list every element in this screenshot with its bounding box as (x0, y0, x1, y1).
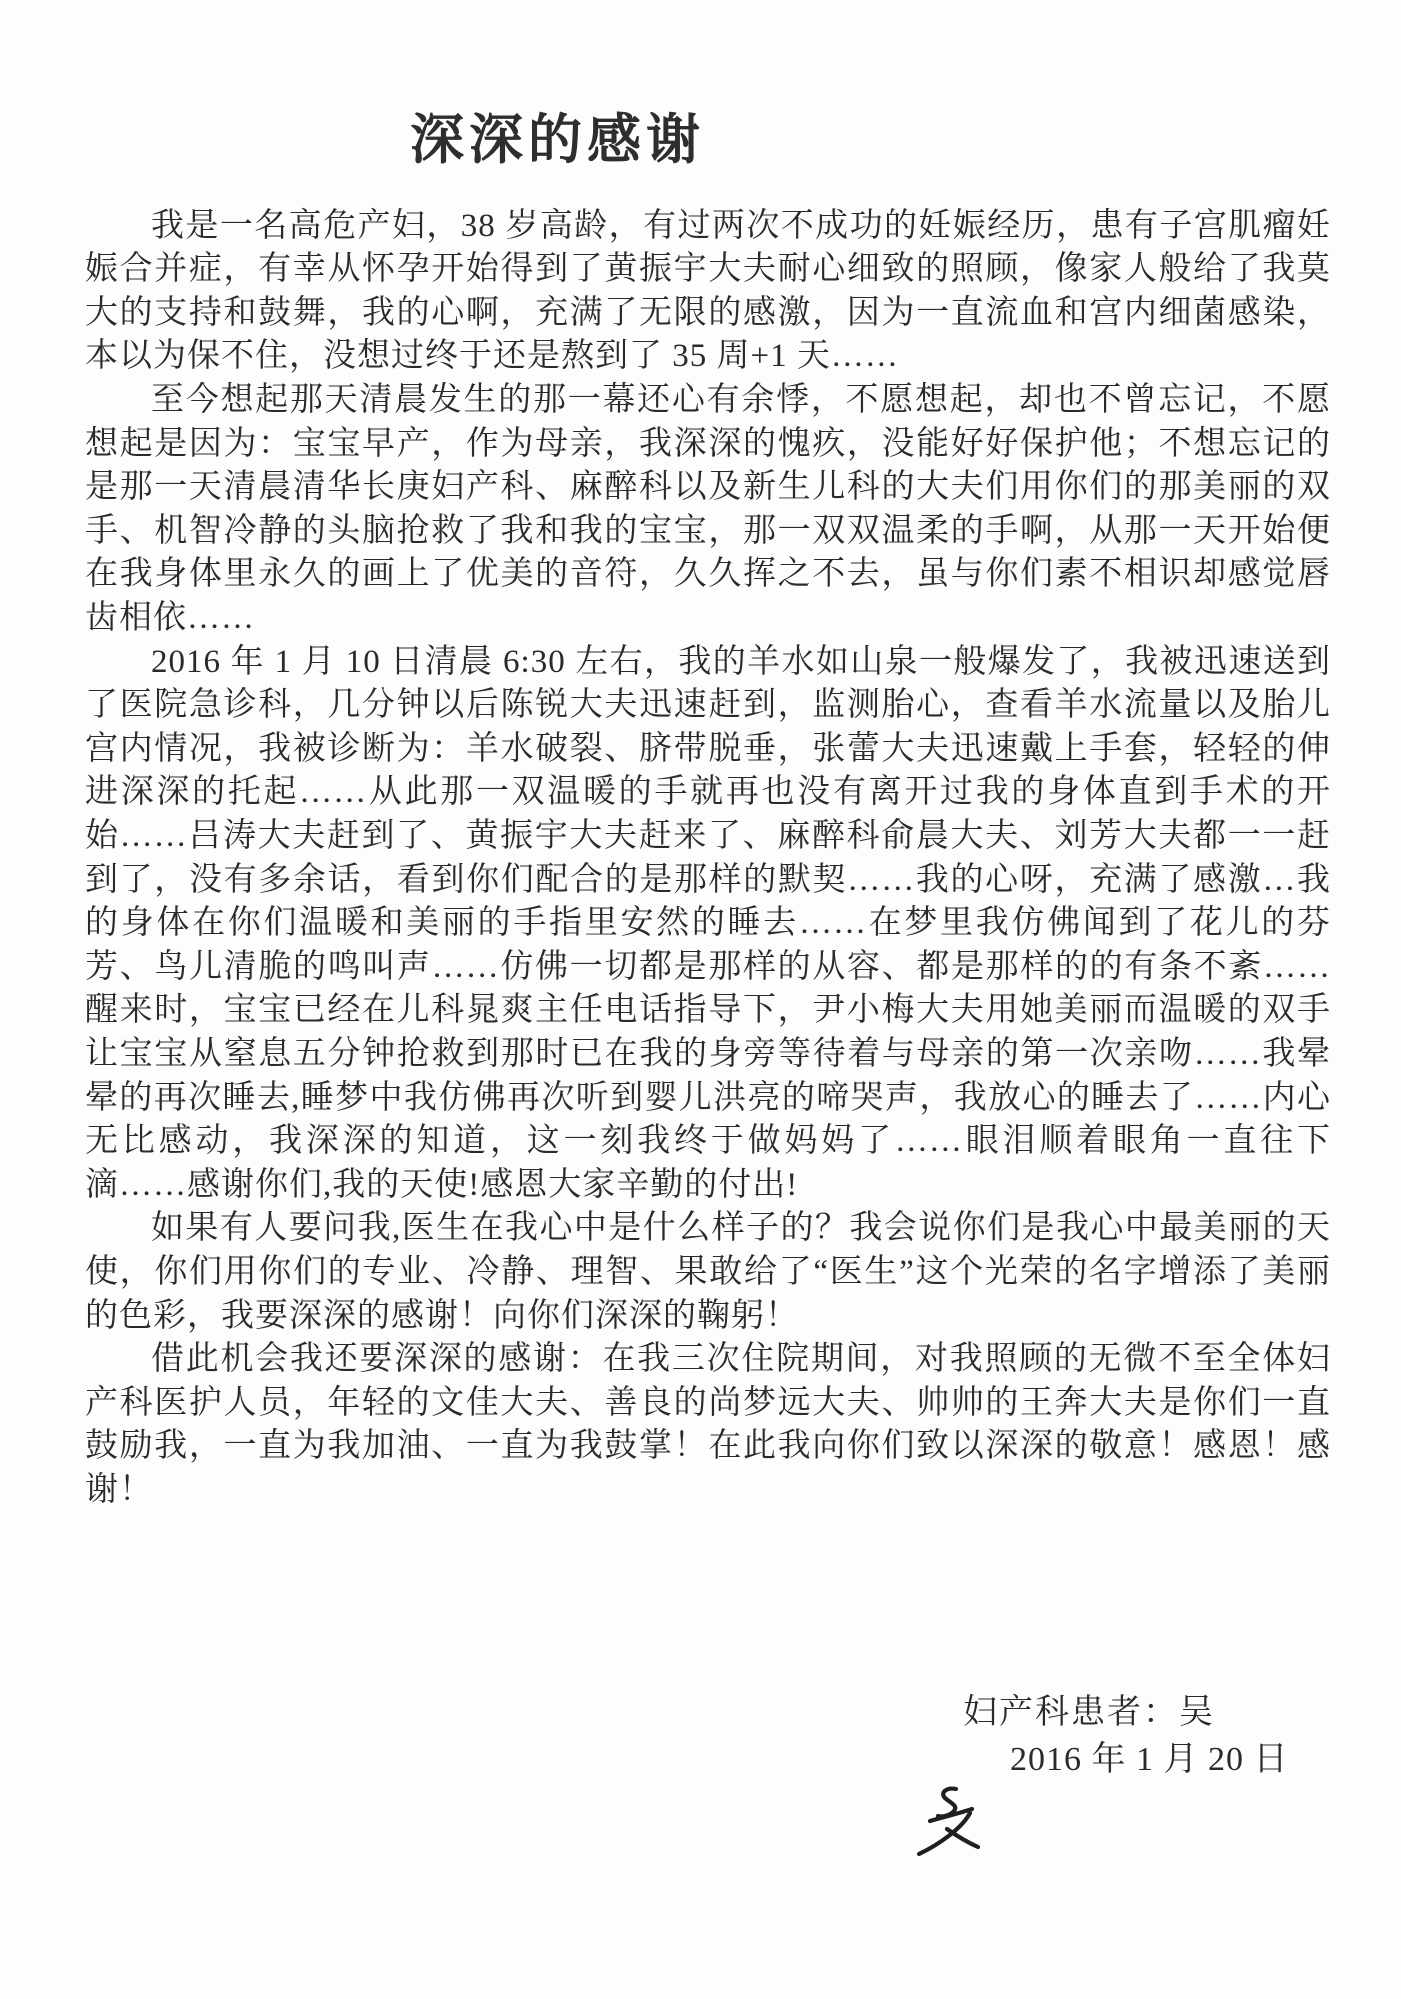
letter-paragraph-3: 2016 年 1 月 10 日清晨 6:30 左右，我的羊水如山泉一般爆发了，我被迅速送到了医院急诊科，几分钟以后陈锐大夫迅速赶到，监测胎心，查看羊水流量以及胎儿宫内情况，我被诊断为：羊水破裂、脐带脱垂，张蕾大夫迅速戴上手套，轻轻的伸进深深的托起……从此那一双温暖的手就再也没有离开过我的身体直到手术的开始……吕涛大夫赶到了、黄振宇大夫赶来了、麻醉科俞晨大夫、刘芳大夫都一一赶到了，没有多余话，看到你们配合的是那样的默契……我的心呀，充满了感激…我的身体在你们温暖和美丽的手指里安然的睡去……在梦里我仿佛闻到了花儿的芬芳、鸟儿清脆的鸣叫声……仿佛一切都是那样的从容、都是那样的的有条不紊……醒来时，宝宝已经在儿科晁爽主任电话指导下，尹小梅大夫用她美丽而温暖的双手让宝宝从窒息五分钟抢救到那时已在我的身旁等待着与母亲的第一次亲吻……我晕晕的再次睡去,睡梦中我仿佛再次听到婴儿洪亮的啼哭声，我放心的睡去了……内心无比感动，我深深的知道，这一刻我终于做妈妈了……眼泪顺着眼角一直往下滴……感谢你们,我的天使!感恩大家辛勤的付出! (85, 643, 1331, 1203)
letter-paragraph-1: 我是一名高危产妇，38 岁高龄，有过两次不成功的妊娠经历，患有子宫肌瘤妊娠合并症，有幸从怀孕开始得到了黄振宇大夫耐心细致的照顾，像家人般给了我莫大的支持和鼓舞，我的心啊，充满了无限的感激，因为一直流血和宫内细菌感染，本以为保不住，没想过终于还是熬到了 35 周+1 天…… (85, 207, 1331, 375)
handwritten-signature-wu-icon (914, 1784, 988, 1862)
letter-paragraph-2: 至今想起那天清晨发生的那一幕还心有余悸，不愿想起，却也不曾忘记，不愿想起是因为：宝宝早产，作为母亲，我深深的愧疚，没能好好保护他；不想忘记的是那一天清晨清华长庚妇产科、麻醉科以及新生儿科的大夫们用你们的那美丽的双手、机智冷静的头脑抢救了我和我的宝宝，那一双双温柔的手啊，从那一天开始便在我身体里永久的画上了优美的音符，久久挥之不去，虽与你们素不相识却感觉唇齿相依…… (85, 382, 1331, 637)
letter-paragraph-4: 如果有人要问我,医生在我心中是什么样子的？我会说你们是我心中最美丽的天使，你们用你们的专业、冷静、理智、果敢给了“医生”这个光荣的名字增添了美丽的色彩，我要深深的感谢！向你们深深的鞠躬！ (85, 1210, 1331, 1334)
letter-title: 深深的感谢 (410, 110, 705, 170)
letter-body (85, 205, 1331, 1513)
letter-paragraph-5: 借此机会我还要深深的感谢：在我三次住院期间，对我照顾的无微不至全体妇产科医护人员，年轻的文佳大夫、善良的尚梦远大夫、帅帅的王奔大夫是你们一直鼓励我，一直为我加油、一直为我鼓掌！在此我向你们致以深深的敬意！感恩！感谢！ (85, 1341, 1331, 1508)
signature-date: 2016 年 1 月 20 日 (1010, 1741, 1289, 1778)
signature-signer-line: 妇产科患者：吴 (963, 1694, 1215, 1731)
